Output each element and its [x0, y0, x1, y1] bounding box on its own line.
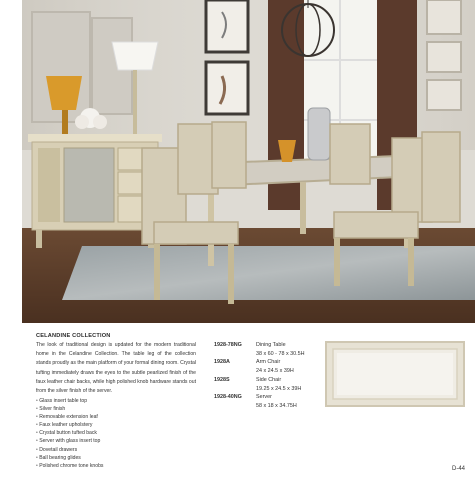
feature-item: • Ball bearing glides [36, 454, 103, 462]
feature-item: • Silver finish [36, 405, 103, 413]
spec-row [214, 376, 305, 385]
feature-item: • Removable extension leaf [36, 413, 103, 421]
spec-dims: 19.25 x 24.5 x 39H [256, 385, 302, 392]
spec-code: 1928-78NG [214, 342, 242, 348]
spec-row [214, 341, 305, 350]
feature-list [36, 397, 103, 470]
spec-code: 1928A [214, 359, 230, 366]
dining-room-photo [22, 0, 475, 323]
spec-row [214, 385, 305, 394]
spec-table [214, 341, 305, 411]
table-top-detail-image [325, 341, 465, 407]
spec-dims: 58 x 18 x 34.75H [256, 402, 297, 409]
spec-name: Server [256, 394, 272, 401]
feature-item: • Dovetail drawers [36, 446, 103, 454]
spec-name: Dining Table [256, 342, 286, 348]
spec-row [214, 358, 305, 367]
feature-item: • Polished chrome tone knobs [36, 462, 103, 470]
feature-item: • Glass insert table top [36, 397, 103, 405]
spec-name: Side Chair [256, 376, 282, 383]
spec-row [214, 350, 305, 359]
spec-row [214, 393, 305, 402]
collection-title: CELANDINE COLLECTION [36, 333, 111, 339]
spec-row [214, 367, 305, 376]
feature-item: • Crystal button tufted back [36, 429, 103, 437]
spec-name: Arm Chair [256, 359, 281, 366]
spec-row [214, 402, 305, 411]
spec-dims: 38 x 60 - 78 x 30.5H [256, 350, 305, 357]
feature-item: • Server with glass insert top [36, 437, 103, 445]
spec-code: 1928-40NG [214, 394, 242, 401]
feature-item: • Faux leather upholstery [36, 421, 103, 429]
spec-dims: 24 x 24.5 x 39H [256, 368, 294, 375]
spec-code: 1928S [214, 376, 230, 383]
page-number: D-44 [451, 466, 465, 472]
collection-description: The look of traditional design is updated for the modern traditional home in the Celandine Collection. The table leg of the collection stands proudly as the main platform of your formal dining room. Crystal tufting immediately draws the eyes to the subtle pearlized finish of the faux leather chair backs, while high polished knob hardware stands out from the silver finish of the server. [36, 342, 196, 395]
